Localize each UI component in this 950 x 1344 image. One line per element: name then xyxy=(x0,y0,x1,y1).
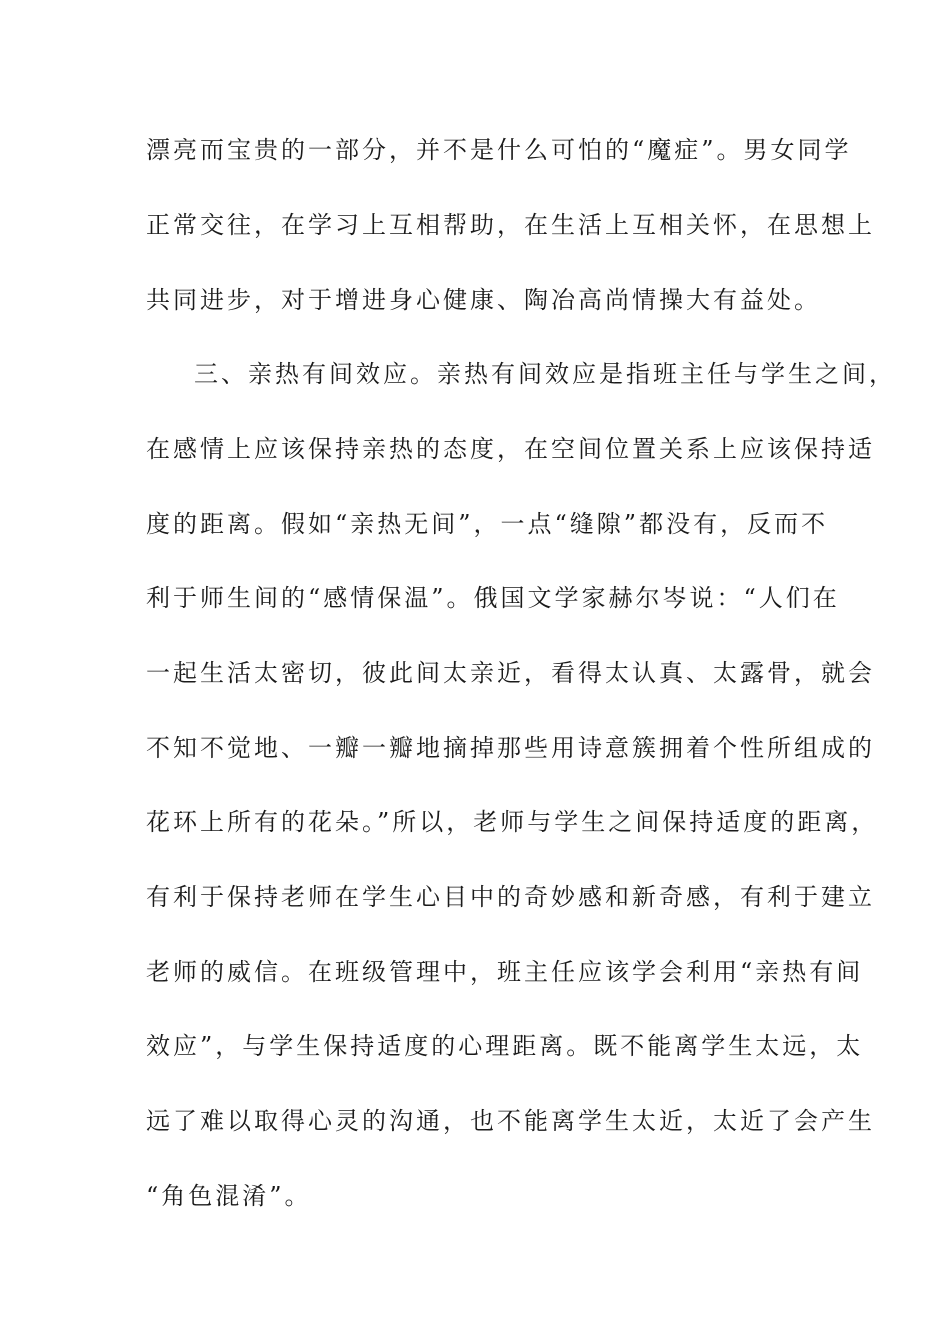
text-line: 共同进步，对于增进身心健康、陶冶高尚情操大有益处。 xyxy=(146,286,821,314)
text-line: 远了难以取得心灵的沟通，也不能离学生太近，太近了会产生 xyxy=(146,1107,875,1135)
text-line: 不知不觉地、一瓣一瓣地摘掉那些用诗意簇拥着个性所组成的 xyxy=(146,734,875,762)
text-line: 正常交往，在学习上互相帮助，在生活上互相关怀，在思想上 xyxy=(146,211,875,239)
text-line: 度的距离。假如“亲热无间”，一点“缝隙”都没有，反而不 xyxy=(146,510,829,538)
text-line: 一起生活太密切，彼此间太亲近，看得太认真、太露骨，就会 xyxy=(146,659,875,687)
text-line: 漂亮而宝贵的一部分，并不是什么可怕的“魔症”。男女同学 xyxy=(146,136,852,164)
text-line: 老师的威信。在班级管理中，班主任应该学会利用“亲热有间 xyxy=(146,958,864,986)
text-line: 在感情上应该保持亲热的态度，在空间位置关系上应该保持适 xyxy=(146,435,875,463)
text-line: 有利于保持老师在学生心目中的奇妙感和新奇感，有利于建立 xyxy=(146,883,875,911)
text-line: 花环上所有的花朵。”所以，老师与学生之间保持适度的距离， xyxy=(146,808,879,836)
text-line: 效应”，与学生保持适度的心理距离。既不能离学生太远，太 xyxy=(146,1032,864,1060)
text-line: “角色混淆”。 xyxy=(146,1182,312,1210)
text-line: 利于师生间的“感情保温”。俄国文学家赫尔岑说：“人们在 xyxy=(146,584,840,612)
paragraph-first-line: 三、亲热有间效应。亲热有间效应是指班主任与学生之间， xyxy=(194,360,896,388)
